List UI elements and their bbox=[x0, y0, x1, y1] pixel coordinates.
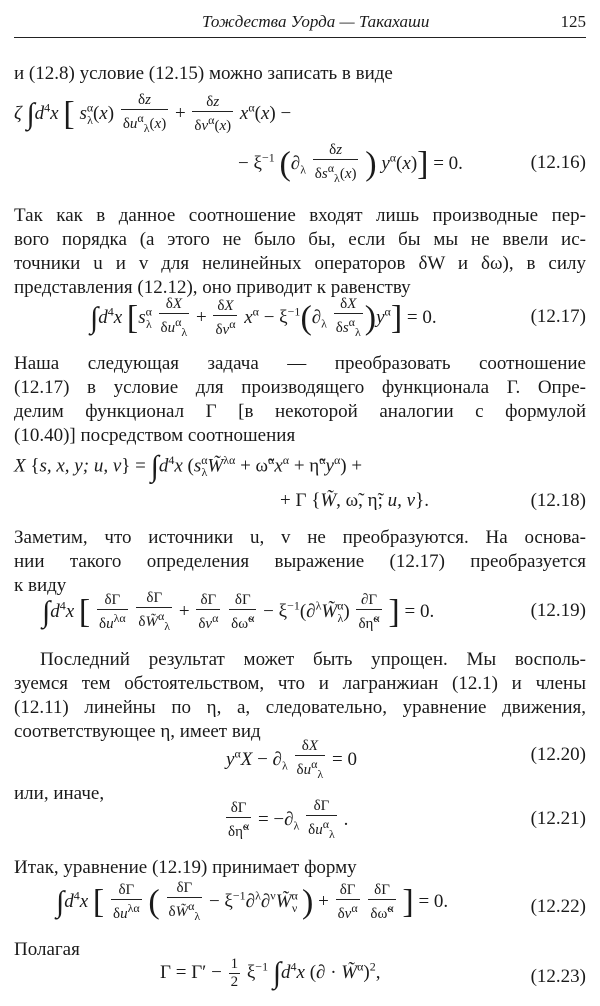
paragraph-line: или, иначе, bbox=[14, 783, 105, 804]
paragraph-line: точники u и v для нелинейных операторов δW и δω), в силу bbox=[14, 253, 586, 274]
paragraph-line: вого порядка (а этого не было бы, если бы мы не ввели ис- bbox=[14, 229, 586, 250]
equation-number: (12.16) bbox=[530, 152, 586, 173]
paragraph-line: и (12.8) условие (12.15) можно записать в виде bbox=[14, 63, 393, 84]
paragraph-line: Заметим, что источники u, v не преобразуются. На основа- bbox=[14, 527, 586, 548]
equation-12-16-line2: − $\xi^{-1}$ ($\partial_\lambda$ $\frac{\delta z}{\delta s^\alpha_\lambda(x)}$ ) $y^\alpha(x)] = 0$. bbox=[238, 142, 463, 185]
paragraph-line: Наша следующая задача — преобразовать соотношение bbox=[14, 353, 586, 374]
paragraph-line: Последний результат может быть упрощен. Мы восполь- bbox=[40, 649, 586, 670]
page-number: 125 bbox=[560, 12, 586, 31]
equation-number: (12.19) bbox=[530, 600, 586, 621]
paragraph-line: делим функционал Γ [в некоторой аналогии с формулой bbox=[14, 401, 586, 422]
equation-12-16-line1: ζ $\int d^4x$ [ $s^\alpha_\lambda(x)$ $\frac{\delta z}{\delta u^\alpha_\lambda(x)}$ + $\frac{\delta z}{\delta v^\alpha(x)}$ $x^\alpha(x)$ − bbox=[14, 92, 292, 135]
equation-12-22: $\int d^4x$ [ $\frac{\delta\Gamma}{\delta u^{\lambda\alpha}}$ ( $\frac{\delta\Gamma}{\delta W̃^\alpha_\lambda}$ − $\xi^{-1}\partial^\lambda\partial^\nu W̃^\alpha_\nu$ ) + $\frac{\delta\Gamma}{\delta v^\alpha}$ $\frac{\delta\Gamma}{\delta\omegã^\alpha}$ ] = 0. bbox=[56, 880, 449, 923]
paragraph-line: к виду bbox=[14, 575, 67, 596]
running-title: Тождества Уорда — Такахаши bbox=[202, 12, 430, 31]
paragraph-line: Так как в данное соотношение входят лишь производные пер- bbox=[14, 205, 586, 226]
paragraph-line: Итак, уравнение (12.19) принимает форму bbox=[14, 857, 357, 878]
paragraph-line: (12.17) в условие для производящего функционала Γ. Опре- bbox=[14, 377, 586, 398]
equation-number: (12.21) bbox=[530, 808, 586, 829]
equation-number: (12.23) bbox=[530, 966, 586, 987]
equation-12-20: $y^\alpha X - \partial_\lambda$ $\frac{\delta X}{\delta u^\alpha_\lambda}$ = 0 bbox=[226, 738, 357, 781]
equation-12-19: $\int d^4x$ [ $\frac{\delta\Gamma}{\delta u^{\lambda\alpha}}$ $\frac{\delta\Gamma}{\delta W̃^\alpha_\lambda}$ + $\frac{\delta\Gamma}{\delta v^\alpha}$ $\frac{\delta\Gamma}{\delta\omegã^\alpha}$ − $\xi^{-1}(\partial^\lambda W̃^\alpha_\lambda)$ $\frac{\partial\Gamma}{\delta\etã^\alpha}$ ] = 0. bbox=[42, 590, 435, 633]
equation-12-17: $\int d^4x$ [$s^\alpha_\lambda$ $\frac{\delta X}{\delta u^\alpha_\lambda}$ + $\frac{\delta X}{\delta v^\alpha}$ $x^\alpha - \xi^{-1}(\partial_\lambda$ $\frac{\delta X}{\delta s^\alpha_\lambda}$ )$y^\alpha] = 0$. bbox=[90, 296, 437, 339]
equation-number: (12.22) bbox=[530, 896, 586, 917]
paragraph-line: зуемся тем обстоятельством, что и лагранжиан (12.1) и члены bbox=[14, 673, 586, 694]
paragraph-line: соответствующее η, имеет вид bbox=[14, 721, 261, 742]
equation-number: (12.20) bbox=[530, 744, 586, 765]
paragraph-line: Полагая bbox=[14, 939, 80, 960]
paragraph-line: (12.11) линейны по η, а, следовательно, уравнение движения, bbox=[14, 697, 586, 718]
header-rule bbox=[14, 37, 586, 38]
equation-12-18-line2: + Γ {W̃, ω̃, η̃; u, v}. bbox=[280, 490, 429, 511]
equation-12-18-line1: X {s, x, y; u, $v\} = \int d^4x$ ($s^\alpha_\lambda W̃^{\lambda\alpha}$ + $\omegã^\alpha x^\alpha$ + $\etã^\alpha y^\alpha$) + bbox=[14, 450, 363, 483]
equation-12-23: Γ = Γ′ − $\frac{1}{2}$ $\xi^{-1}$ $\int d^4x$ (∂ · W̃$^\alpha$)$^2$, bbox=[160, 956, 381, 990]
equation-number: (12.18) bbox=[530, 490, 586, 511]
equation-12-21: $\frac{\delta\Gamma}{\delta\etã^\alpha}$ = $-\partial_\lambda$ $\frac{\delta\Gamma}{\delta u^\alpha_\lambda}$ . bbox=[228, 798, 349, 841]
paragraph-line: нии такого определения выражение (12.17) преобразуется bbox=[14, 551, 586, 572]
paragraph-line: (10.40)] посредством соотношения bbox=[14, 425, 296, 446]
equation-number: (12.17) bbox=[530, 306, 586, 327]
running-header bbox=[14, 10, 586, 36]
paragraph-line: представления (12.12), оно приводит к равенству bbox=[14, 277, 411, 298]
